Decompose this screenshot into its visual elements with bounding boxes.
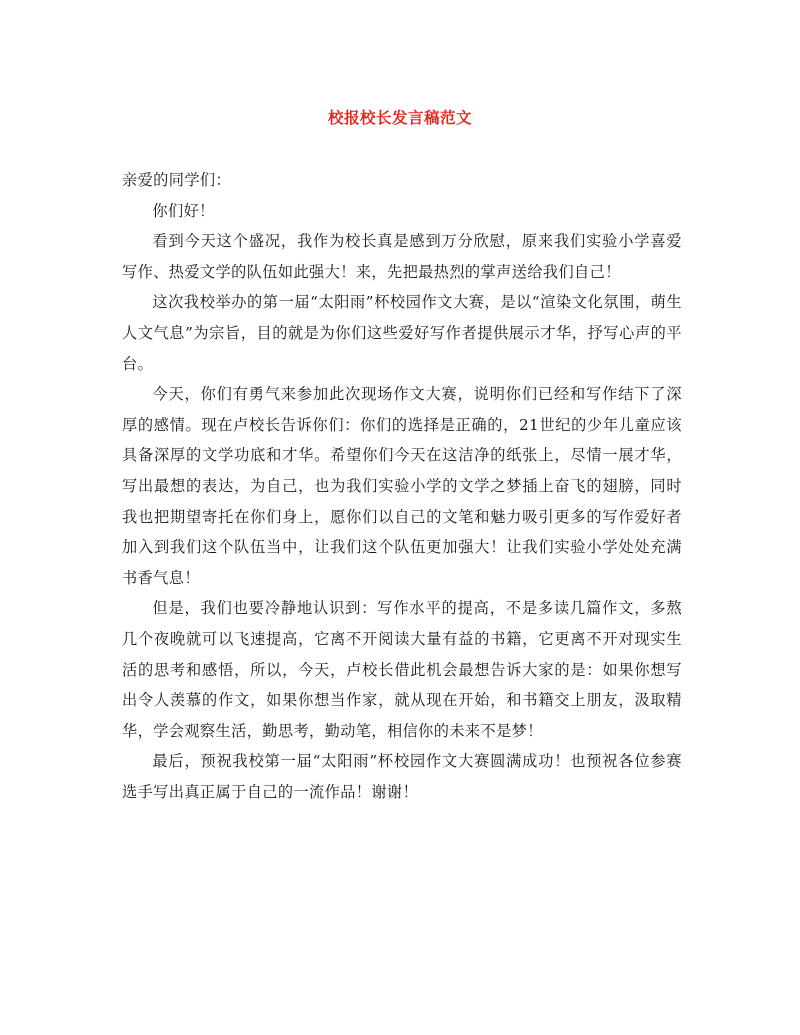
greeting-line: 亲爱的同学们： <box>122 171 232 189</box>
document-title: 校报校长发言稿范文 <box>327 108 472 127</box>
paragraph-5: 但是，我们也要冷静地认识到：写作水平的提高，不是多读几篇作文，多熬几个夜晚就可以飞速提高，它离不开阅读大量有益的书籍，它更离不开对现实生活的思考和感悟，所以，今天，卢校长借此机会最想告诉大家的是：如果你想写出令人羡慕的作文，如果你想当作家，就从现在开始，和书籍交上朋友，汲取精华，学会观察生活，勤思考，勤动笔，相信你的未来不是梦！ <box>122 599 682 740</box>
paragraph-6: 最后，预祝我校第一届“太阳雨”杯校园作文大赛圆满成功！也预祝各位参赛选手写出真正属于自己的一流作品！谢谢！ <box>122 752 682 801</box>
paragraph-2: 看到今天这个盛况，我作为校长真是感到万分欣慰，原来我们实验小学喜爱写作、热爱文学的队伍如此强大！来，先把最热烈的掌声送给我们自己！ <box>122 232 682 281</box>
paragraph-3: 这次我校举办的第一届“太阳雨”杯校园作文大赛，是以“渲染文化氛围，萌生人文气息”为宗旨，目的就是为你们这些爱好写作者提供展示才华，抒写心声的平台。 <box>122 293 682 373</box>
paragraph-4: 今天，你们有勇气来参加此次现场作文大赛，说明你们已经和写作结下了深厚的感情。现在卢校长告诉你们：你们的选择是正确的，21世纪的少年儿童应该具备深厚的文学功底和才华。希望你们今天在这洁净的纸张上，尽情一展才华，写出最想的表达，为自己，也为我们实验小学的文学之梦插上奋飞的翅膀，同时我也把期望寄托在你们身上，愿你们以自己的文笔和魅力吸引更多的写作爱好者加入到我们这个队伍当中，让我们这个队伍更加强大！让我们实验小学处处充满书香气息！ <box>122 385 682 587</box>
document-body <box>122 165 682 807</box>
paragraph-1: 你们好！ <box>152 201 215 220</box>
